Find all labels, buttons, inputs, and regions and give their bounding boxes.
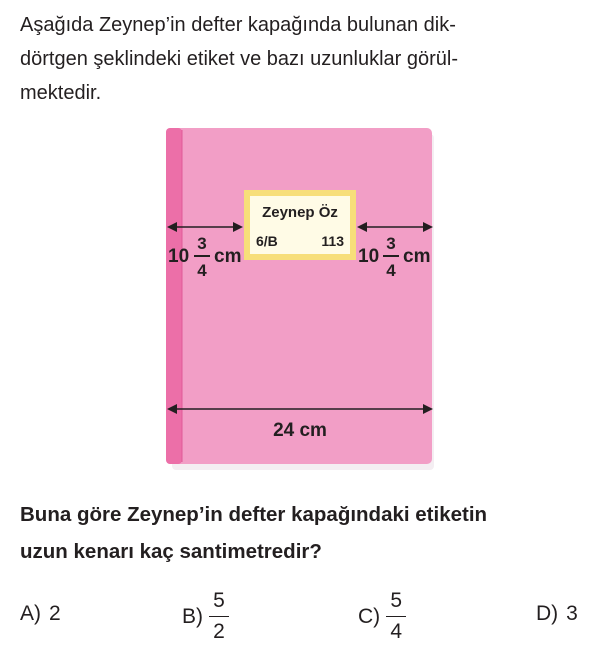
notebook-spine	[166, 128, 182, 464]
width-measure: 24 cm	[273, 420, 327, 441]
right-measure-den: 4	[386, 261, 396, 280]
left-measure-unit: cm	[214, 246, 242, 267]
question-line-1: Buna göre Zeynep’in defter kapağındaki etiketin	[20, 503, 488, 526]
right-measure-whole: 10	[358, 246, 380, 267]
option-b-den: 2	[213, 620, 225, 643]
question-line-2: uzun kenarı kaç santimetredir?	[20, 540, 322, 563]
option-a-letter: A)	[20, 602, 41, 625]
option-c-fraction-bar	[386, 616, 406, 617]
option-b-letter: B)	[182, 604, 203, 628]
label-number: 113	[321, 233, 344, 249]
notebook-cover	[166, 128, 432, 464]
option-b-fraction-bar	[209, 616, 229, 617]
question-text	[20, 496, 600, 570]
option-c-num: 5	[390, 589, 403, 612]
option-c-den: 4	[390, 620, 403, 643]
option-c-fraction	[386, 588, 406, 645]
option-b[interactable]	[182, 588, 229, 645]
right-measure-unit: cm	[403, 246, 431, 267]
option-c[interactable]	[358, 588, 406, 645]
option-d-letter: D)	[536, 602, 559, 625]
right-measure-num: 3	[386, 234, 396, 253]
left-measure-whole: 10	[168, 246, 190, 267]
option-d-value: 3	[566, 602, 578, 625]
intro-line-3: mektedir.	[20, 82, 102, 104]
label-class: 6/B	[256, 233, 278, 249]
option-b-fraction	[209, 588, 229, 645]
left-measure-den: 4	[197, 261, 207, 280]
option-b-num: 5	[213, 589, 225, 612]
option-d[interactable]	[536, 602, 578, 626]
left-measure-num: 3	[197, 234, 207, 253]
intro-line-1: Aşağıda Zeynep’in defter kapağında bulunan dik-	[20, 14, 456, 36]
option-c-letter: C)	[358, 604, 381, 628]
label-name: Zeynep Öz	[262, 204, 338, 221]
option-a-value: 2	[49, 602, 61, 625]
option-a[interactable]	[20, 602, 61, 626]
intro-line-2: dörtgen şeklindeki etiket ve bazı uzunluklar görül-	[20, 48, 459, 70]
